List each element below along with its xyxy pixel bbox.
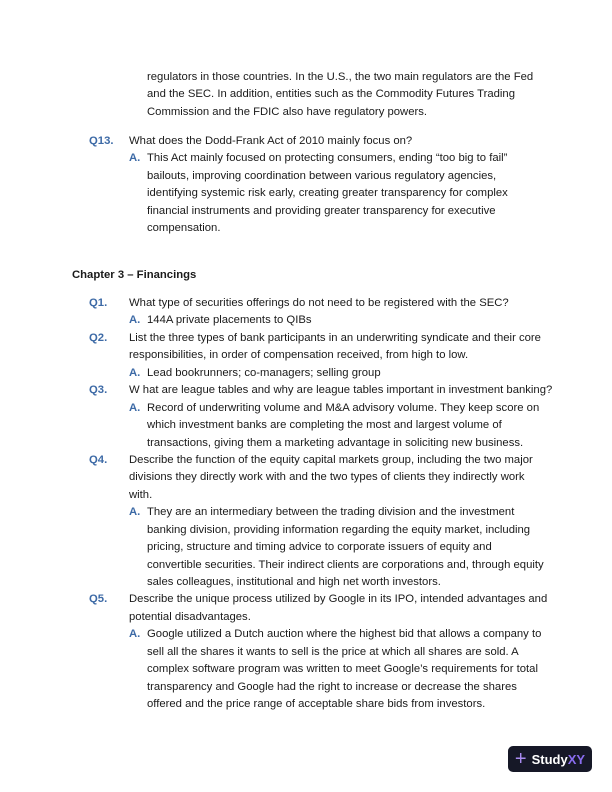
question-item [0, 295, 612, 330]
question-line [0, 469, 612, 486]
answer-text: Lead bookrunners; co-managers; selling group [147, 366, 381, 379]
answer-label: A. [129, 152, 141, 165]
answer-text: transparency and Google had the right to increase or decrease the shares [147, 680, 517, 693]
question-text: W hat are league tables and why are league tables important in investment banking? [129, 384, 553, 397]
answer-label: A. [129, 628, 141, 641]
answer-line [0, 435, 612, 452]
text-line [0, 69, 612, 86]
answer-line [0, 644, 612, 661]
question-text: with. [129, 488, 153, 501]
answer-text: financial instruments and providing greater transparency for executive [147, 204, 496, 217]
line-text: and the SEC. In addition, entities such as the Commodity Futures Trading [147, 88, 515, 101]
answer-text: Google utilized a Dutch auction where the highest bid that allows a company to [147, 628, 542, 641]
question-label: Q5. [89, 593, 108, 606]
text-line [0, 104, 612, 121]
logo-text-accent: XY [567, 751, 586, 767]
question-text: potential disadvantages. [129, 610, 251, 623]
question-item [0, 452, 612, 592]
question-text: What does the Dodd-Frank Act of 2010 mainly focus on? [129, 135, 413, 147]
chapter-heading: Chapter 3 – Financings [72, 269, 197, 281]
question-text: responsibilities, in order of compensation received, from high to low. [129, 349, 469, 362]
question-line [0, 452, 612, 469]
question-line [0, 347, 612, 364]
answer-line [0, 312, 612, 329]
answer-text: pricing, structure and timing advice to corporate issuers of equity and [147, 541, 492, 554]
answer-line [0, 557, 612, 574]
answer-text: sales colleagues, institutional and high net worth investors. [147, 576, 441, 588]
answer-label: A. [129, 506, 141, 519]
question-line [0, 295, 612, 312]
question-line [0, 330, 612, 347]
question-label: Q2. [89, 331, 108, 344]
question-label: Q3. [89, 384, 108, 397]
question-text: Describe the unique process utilized by Google in its IPO, intended advantages and [129, 593, 548, 606]
answer-text: 144A private placements to QIBs [147, 314, 312, 327]
answer-text: compensation. [147, 222, 221, 235]
question-item [0, 330, 612, 382]
text-line [0, 86, 612, 103]
question-label: Q4. [89, 453, 108, 466]
answer-line [0, 203, 612, 220]
answer-line [0, 661, 612, 678]
question-item [0, 382, 612, 452]
question-label: Q1. [89, 297, 108, 309]
answer-line [0, 574, 612, 591]
answer-text: offered and the price range of acceptable share bids from investors. [147, 698, 486, 711]
question-text: What type of securities offerings do not need to be registered with the SEC? [129, 297, 509, 309]
question-line [0, 133, 612, 150]
question-q13 [0, 133, 612, 238]
line-text: regulators in those countries. In the U.S., the two main regulators are the Fed [147, 71, 534, 83]
line-text: Commission and the FDIC also have regulatory powers. [147, 105, 428, 118]
answer-text: which investment banks are completing the most and largest volume of [147, 419, 502, 432]
question-item [0, 591, 612, 713]
logo-text [532, 752, 585, 767]
answer-text: sell all the shares it wants to sell is the price at which all shares are sold. A [147, 645, 519, 658]
answer-label: A. [129, 314, 141, 327]
answer-text: banking division, providing information regarding the equity market, including [147, 523, 531, 536]
answer-text: identifying systemic risk early, creating greater transparency for complex [147, 187, 508, 200]
question-line [0, 382, 612, 399]
question-text: Describe the function of the equity capital markets group, including the two major [129, 453, 533, 466]
answer-label: A. [129, 366, 141, 379]
question-line [0, 487, 612, 504]
answer-line [0, 504, 612, 521]
question-label: Q13. [89, 135, 114, 147]
answer-line [0, 400, 612, 417]
plus-icon: + [514, 748, 527, 770]
question-text: divisions they directly work with and the two types of clients they indirectly work [129, 471, 525, 484]
studyxy-logo[interactable] [508, 746, 592, 772]
answer-line [0, 539, 612, 556]
answer-line [0, 365, 612, 382]
answer-text: convertible securities. Their indirect clients are corporations and, through equity [147, 558, 544, 571]
answer-line [0, 522, 612, 539]
answer-text: bailouts, improving coordination between various regulatory agencies, [147, 169, 497, 182]
answer-line [0, 626, 612, 643]
answer-label: A. [129, 401, 141, 414]
answer-line [0, 185, 612, 202]
answer-text: Record of underwriting volume and M&A advisory volume. They keep score on [147, 401, 540, 414]
logo-text-main: Study [531, 751, 568, 767]
answer-line [0, 168, 612, 185]
answer-line [0, 679, 612, 696]
intro-paragraph [0, 69, 612, 121]
chapter-questions [0, 295, 612, 714]
answer-text: This Act mainly focused on protecting consumers, ending “too big to fail” [147, 152, 508, 165]
answer-text: transactions, giving them a marketing advantage in soliciting new business. [147, 436, 524, 449]
answer-line [0, 417, 612, 434]
answer-line [0, 220, 612, 237]
answer-line [0, 150, 612, 167]
question-line [0, 609, 612, 626]
question-line [0, 591, 612, 608]
question-text: List the three types of bank participants in an underwriting syndicate and their core [129, 331, 541, 344]
answer-line [0, 696, 612, 713]
answer-text: They are an intermediary between the trading division and the investment [147, 506, 515, 519]
answer-text: complex software program was written to meet Google’s requirements for total [147, 663, 538, 676]
